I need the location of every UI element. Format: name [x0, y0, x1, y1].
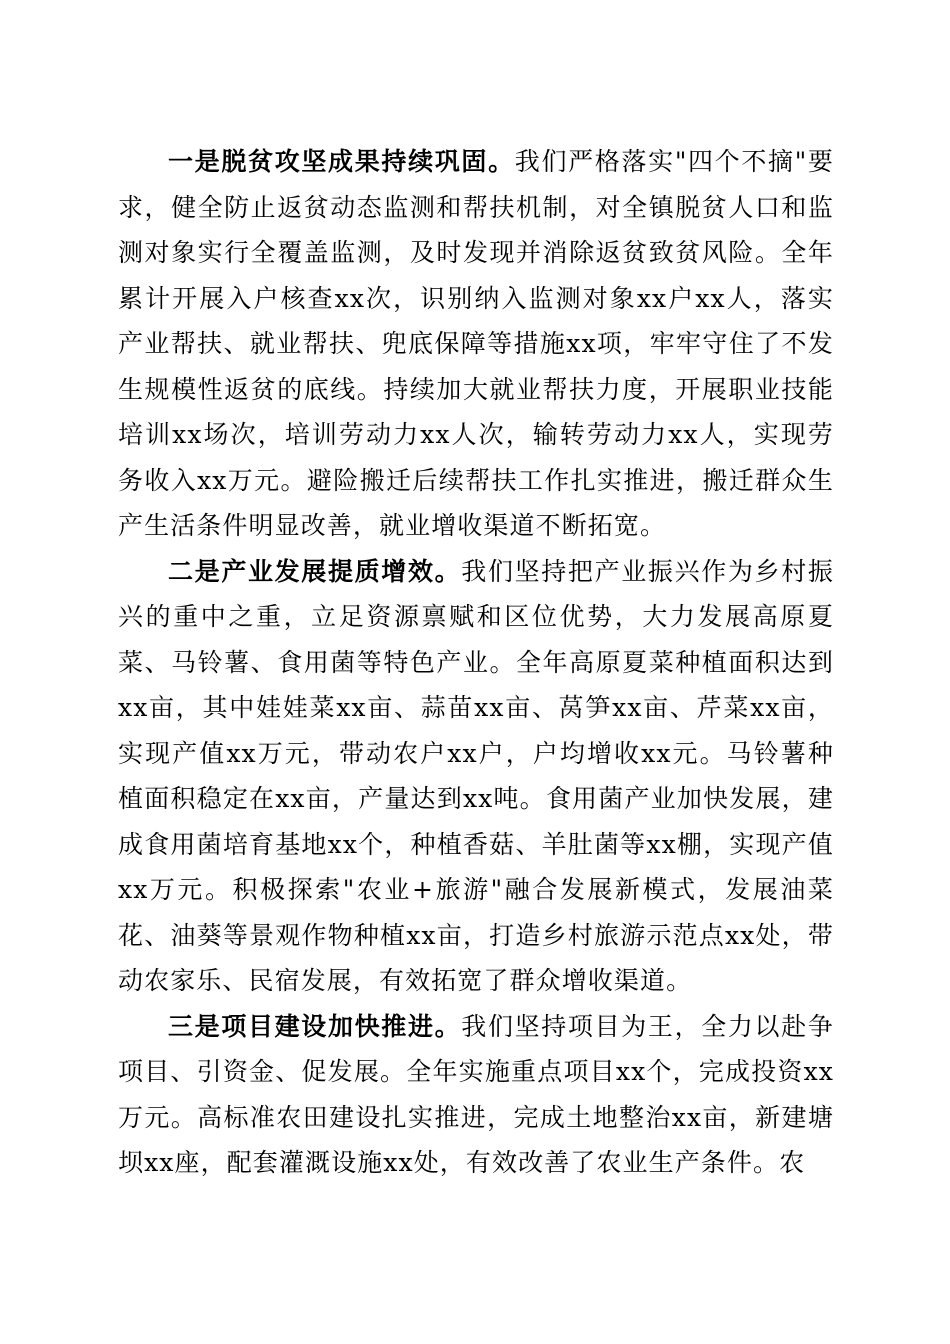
document-page	[118, 139, 834, 1186]
paragraph-body: 我们坚持把产业振兴作为乡村振兴的重中之重，立足资源禀赋和区位优势，大力发展高原夏菜、马铃薯、食用菌等特色产业。全年高原夏菜种植面积达到xx亩，其中娃娃菜xx亩、蒜苗xx亩、莴笋xx亩、芹菜xx亩，实现产值xx万元，带动农户xx户，户均增收xx元。马铃薯种植面积稳定在xx亩，产量达到xx吨。食用菌产业加快发展，建成食用菌培育基地xx个，种植香菇、羊肚菌等xx棚，实现产值xx万元。积极探索"农业+旅游"融合发展新模式，发展油菜花、油葵等景观作物种植xx亩，打造乡村旅游示范点xx处，带动农家乐、民宿发展，有效拓宽了群众增收渠道。	[118, 556, 834, 995]
paragraph-heading: 一是脱贫攻坚成果持续巩固。	[168, 147, 515, 176]
paragraph-heading: 三是项目建设加快推进。	[168, 1011, 462, 1041]
paragraph-body: 我们严格落实"四个不摘"要求，健全防止返贫动态监测和帮扶机制，对全镇脱贫人口和监测对象实行全覆盖监测，及时发现并消除返贫致贫风险。全年累计开展入户核查xx次，识别纳入监测对象xx户xx人，落实产业帮扶、就业帮扶、兜底保障等措施xx项，牢牢守住了不发生规模性返贫的底线。持续加大就业帮扶力度，开展职业技能培训xx场次，培训劳动力xx人次，输转劳动力xx人，实现劳务收入xx万元。避险搬迁后续帮扶工作扎实推进，搬迁群众生产生活条件明显改善，就业增收渠道不断拓宽。	[118, 147, 834, 540]
paragraph-industry-development	[118, 549, 834, 1004]
paragraph-body: 我们坚持项目为王，全力以赴争项目、引资金、促发展。全年实施重点项目xx个，完成投资xx万元。高标准农田建设扎实推进，完成土地整治xx亩，新建塘坝xx座，配套灌溉设施xx处，有效改善了农业生产条件。农	[118, 1011, 834, 1177]
paragraph-project-construction	[118, 1004, 834, 1186]
paragraph-heading: 二是产业发展提质增效。	[168, 556, 462, 586]
paragraph-poverty-alleviation	[118, 139, 834, 549]
